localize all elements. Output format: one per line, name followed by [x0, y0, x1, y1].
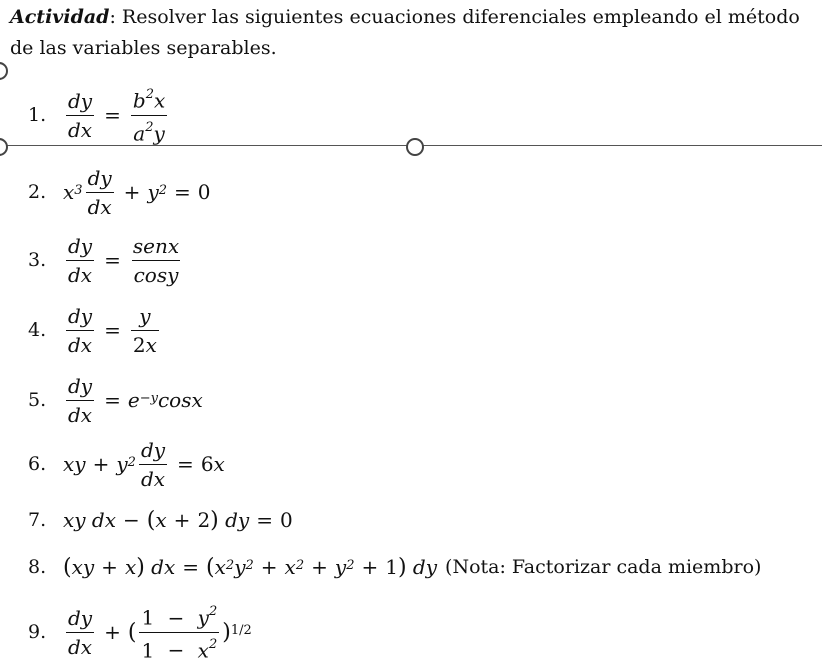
item-number: 9. [28, 621, 47, 643]
separator-left-cap[interactable] [0, 138, 8, 156]
equation: $\frac{dy}{dx}$ = $\frac{y}{2x}$ [68, 303, 157, 357]
item-number: 8. [28, 556, 47, 578]
separator-knob[interactable] [406, 138, 424, 156]
equation-item-9 [28, 602, 252, 662]
item-number: 5. [28, 389, 47, 411]
item-number: 1. [28, 104, 47, 126]
equation: ( xy + x ) dx = ( x $^2$ y $^2$ + x $^2$ + y $^2$ + 1 ) dy (Nota: Factorizar cada miembro) [63, 554, 762, 580]
item-number: 2. [28, 181, 47, 203]
equation: $\frac{dy}{dx}$ + ( $\frac{1 - y^2}{1 - x^2}$ ) $^{1/2}$ [68, 603, 252, 663]
equation: $\frac{dy}{dx}$ = $\frac{\text{senx}}{\cos y}$ [68, 233, 180, 287]
item-number: 7. [28, 509, 47, 531]
equation-item-4 [28, 300, 162, 360]
equation: xy + y $^2$ $\frac{dy}{dx}$ = 6 x [63, 437, 225, 491]
equation-item-8 [28, 537, 761, 597]
activity-label: Actividad [10, 6, 110, 28]
factor-note: (Nota: Factorizar cada miembro) [445, 556, 762, 578]
item-number: 4. [28, 319, 47, 341]
equation-item-1 [28, 85, 170, 145]
marker-left[interactable] [0, 62, 8, 80]
equation: $\frac{dy}{dx}$ = e $^{- y}$ cosx [68, 373, 203, 427]
equation-item-5 [28, 370, 203, 430]
equation-item-2 [28, 162, 211, 222]
item-number: 3. [28, 249, 47, 271]
equation-item-6 [28, 434, 225, 494]
equation-item-3 [28, 230, 184, 290]
activity-instructions [10, 2, 815, 64]
equation: x $^3$ $\frac{dy}{dx}$ + y $^2$ = 0 [63, 165, 211, 219]
equation: $\frac{dy}{dx}$ = $\frac{b^2x}{a^2y}$ [68, 86, 166, 146]
item-number: 6. [28, 453, 47, 475]
activity-text: : Resolver las siguientes ecuaciones diferenciales empleando el método de las variables separables. [10, 6, 800, 59]
equation: xy dx − ( x + 2 ) dy = 0 [63, 507, 293, 533]
